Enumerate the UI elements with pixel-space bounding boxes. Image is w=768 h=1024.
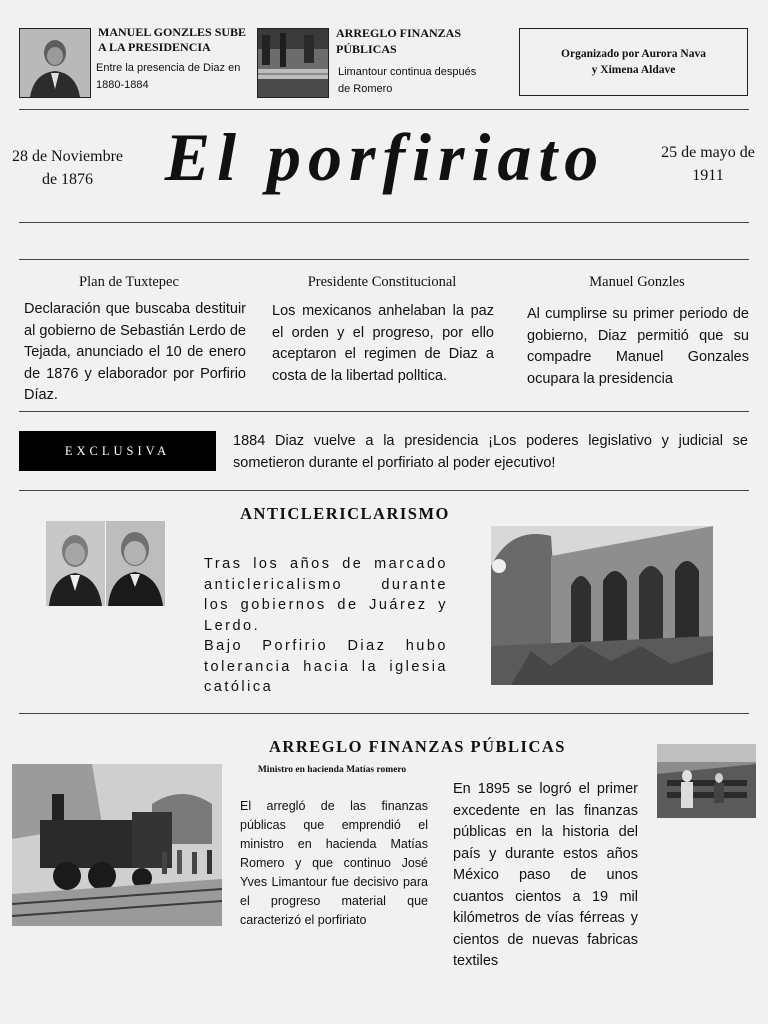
divider-columns-bottom — [19, 411, 749, 412]
anticlericalismo-text1: Tras los años de marcado anticlericalismo durante los gobiernos de Juárez y Lerdo. — [204, 556, 448, 634]
column2-heading: Presidente Constitucional — [307, 274, 457, 290]
finanzas-text-left: El arregló de las finanzas públicas que emprendió el ministro en hacienda Matías Romero y que continuo José Yves Limantour fue decisivo para el progreso material que caracterizó el porfiriato — [240, 799, 428, 927]
credits-box — [519, 28, 748, 96]
date-right: 25 de mayo de 1911 — [661, 144, 755, 184]
church-ruins-photo — [491, 526, 713, 685]
story2-title: ARREGLO FINANZAS PÚBLICAS — [336, 26, 462, 56]
train-photo — [12, 764, 222, 926]
exclusiva-label: EXCLUSIVA — [64, 443, 171, 458]
finanzas-title: ARREGLO FINANZAS PÚBLICAS — [269, 737, 566, 756]
column1-text: Declaración que buscaba destituir al gobierno de Sebastián Lerdo de Tejada, anunciado el 10 de enero de 1876 y elaborador por Porfirio Díaz. — [24, 301, 246, 403]
divider-exclusiva-bottom — [19, 490, 749, 491]
date-left: 28 de Noviembre de 1876 — [11, 148, 124, 188]
exclusiva-banner — [19, 431, 216, 471]
finanzas-text-right: En 1895 se logró el primer excedente en las finanzas públicas en la historia del país y durante estos años México paso de unos cuantos cientos a 19 mil kilómetros de vías férreas y cientos de nuevas fabricas textiles — [453, 781, 638, 969]
story1-title: MANUEL GONZLES SUBE A LA PRESIDENCIA — [98, 25, 247, 54]
divider-top — [19, 109, 749, 110]
anticlericalismo-text2: Bajo Porfirio Diaz hubo tolerancia hacia la iglesia católica — [204, 638, 448, 695]
juarez-lerdo-portraits-photo — [46, 521, 165, 606]
divider-anticlericalismo-bottom — [19, 713, 749, 714]
divider-masthead-bottom — [19, 222, 749, 223]
column1-heading: Plan de Tuxtepec — [79, 274, 179, 290]
anticlericalismo-title: ANTICLERICLARISMO — [240, 504, 450, 523]
story2-text: Limantour continua después de Romero — [338, 66, 477, 95]
column3-text: Al cumplirse su primer periodo de gobierno, Diaz permitió que su compadre Manuel Gonzales ocupara la presidencia — [527, 306, 749, 387]
masthead-title: El porfiriato — [164, 119, 606, 195]
finance-office-photo — [257, 28, 329, 98]
credits-text: Organizado por Aurora Nava y Ximena Aldave — [561, 48, 706, 76]
anticlericalismo-text — [204, 554, 448, 698]
portrait-manuel-gonzales-photo — [19, 28, 91, 98]
column2-text: Los mexicanos anhelaban la paz el orden y el progreso, por ello aceptaron el regimen de Diaz a costa de la libertad polltica. — [272, 303, 494, 384]
finanzas-caption: Ministro en hacienda Matías romero — [257, 765, 407, 775]
story1-text: Entre la presencia de Diaz en 1880-1884 — [96, 62, 241, 91]
textile-factory-photo — [657, 744, 756, 818]
exclusiva-text: 1884 Diaz vuelve a la presidencia ¡Los poderes legislativo y judicial se sometieron durante el porfiriato al poder ejecutivo! — [233, 433, 748, 471]
column3-heading: Manuel Gonzles — [589, 274, 685, 290]
divider-columns-top — [19, 259, 749, 260]
